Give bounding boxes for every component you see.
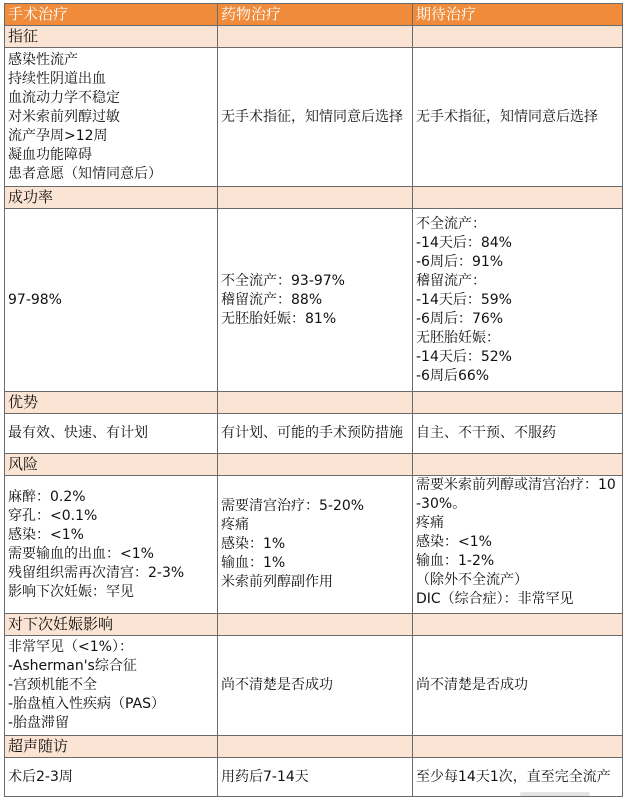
comparison-table — [4, 3, 623, 797]
cell-expectant: 无手术指征，知情同意后选择 — [413, 48, 623, 187]
section-ultrasound — [5, 736, 623, 758]
text-line: DIC（综合症）：非常罕见 — [416, 591, 574, 607]
text-line: -6周后：91% — [416, 253, 504, 270]
text-line: （除外不全流产） — [416, 572, 528, 588]
cell-medical — [218, 209, 413, 392]
cell-surgical: 最有效、快速、有计划 — [5, 414, 218, 454]
cell-medical: 尚不清楚是否成功 — [218, 636, 413, 736]
section-title: 对下次妊娠影响 — [5, 614, 218, 636]
text-line: 非常罕见（<1%）： — [8, 639, 133, 655]
section-title: 风险 — [5, 454, 218, 476]
text-line: 需要输血的出血：<1% — [8, 545, 154, 562]
text-line: 患者意愿（知情同意后） — [8, 165, 162, 182]
text-line: 输血：1-2% — [416, 553, 495, 569]
text-line: 无胚胎妊娠：81% — [221, 310, 337, 327]
text-line: 需要清宫治疗：5-20% — [221, 498, 365, 514]
header-row — [5, 4, 623, 26]
row-ultrasound — [5, 758, 623, 797]
section-title: 超声随访 — [5, 736, 218, 758]
cell-expectant: 自主、不干预、不服药 — [413, 414, 623, 454]
cell-expectant: 至少每14天1次，直至完全流产 — [413, 758, 623, 797]
text-line: 稽留流产：88% — [221, 291, 323, 308]
text-line: -6周后66% — [416, 367, 490, 384]
text-line: 影响下次妊娠：罕见 — [8, 583, 134, 600]
text-line: 穿孔：<0.1% — [8, 507, 98, 524]
text-line: 疼痛 — [221, 517, 249, 533]
text-line: -14天后：52% — [416, 348, 512, 365]
row-advantages — [5, 414, 623, 454]
text-line: -6周后：76% — [416, 310, 504, 327]
header-medical: 药物治疗 — [218, 4, 413, 26]
watermark-bar — [520, 792, 590, 796]
cell-surgical — [5, 476, 218, 614]
cell-medical: 无手术指征，知情同意后选择 — [218, 48, 413, 187]
row-success — [5, 209, 623, 392]
text-line: -Asherman's综合征 — [8, 658, 137, 674]
cell-medical — [218, 476, 413, 614]
header-surgical: 手术治疗 — [5, 4, 218, 26]
text-line: 麻醉：0.2% — [8, 488, 86, 505]
text-line: 感染：1% — [221, 536, 286, 552]
text-line: 凝血功能障碍 — [8, 146, 92, 163]
cell-surgical: 97-98% — [5, 209, 218, 392]
text-line: 不全流产： — [416, 215, 486, 232]
text-line: 感染性流产 — [8, 51, 78, 68]
text-line: -胎盘植入性疾病（PAS） — [8, 696, 166, 712]
text-line: 米索前列醇副作用 — [221, 574, 333, 590]
text-line: -14天后：84% — [416, 234, 512, 251]
cell-surgical: 术后2-3周 — [5, 758, 218, 797]
section-title: 成功率 — [5, 187, 218, 209]
cell-medical: 有计划、可能的手术预防措施 — [218, 414, 413, 454]
text-line: 残留组织需再次清宫：2-3% — [8, 564, 185, 581]
header-expectant: 期待治疗 — [413, 4, 623, 26]
text-line: 需要米索前列醇或清宫治疗：10-30%。 — [416, 477, 616, 512]
text-line: 血流动力学不稳定 — [8, 89, 120, 106]
cell-expectant — [413, 476, 623, 614]
section-title: 指征 — [5, 26, 218, 48]
section-success — [5, 187, 623, 209]
text-line: -宫颈机能不全 — [8, 677, 98, 693]
section-risks — [5, 454, 623, 476]
section-advantages — [5, 392, 623, 414]
cell-surgical — [5, 636, 218, 736]
text-line: 对米索前列醇过敏 — [8, 108, 120, 125]
cell-surgical — [5, 48, 218, 187]
text-line: 输血：1% — [221, 555, 286, 571]
row-risks — [5, 476, 623, 614]
section-next-pregnancy — [5, 614, 623, 636]
text-line: -胎盘滞留 — [8, 715, 70, 731]
section-title: 优势 — [5, 392, 218, 414]
cell-expectant: 尚不清楚是否成功 — [413, 636, 623, 736]
text-line: 不全流产：93-97% — [221, 272, 345, 289]
text-line: 感染：<1% — [416, 534, 492, 550]
row-indications — [5, 48, 623, 187]
text-line: 疼痛 — [416, 515, 444, 531]
row-next-pregnancy — [5, 636, 623, 736]
section-indications — [5, 26, 623, 48]
text-line: 持续性阴道出血 — [8, 70, 106, 87]
text-line: 感染：<1% — [8, 526, 84, 543]
text-line: 稽留流产： — [416, 272, 486, 289]
text-line: 无胚胎妊娠： — [416, 329, 500, 346]
cell-expectant — [413, 209, 623, 392]
cell-medical: 用药后7-14天 — [218, 758, 413, 797]
text-line: 流产孕周>12周 — [8, 127, 108, 144]
text-line: -14天后：59% — [416, 291, 512, 308]
